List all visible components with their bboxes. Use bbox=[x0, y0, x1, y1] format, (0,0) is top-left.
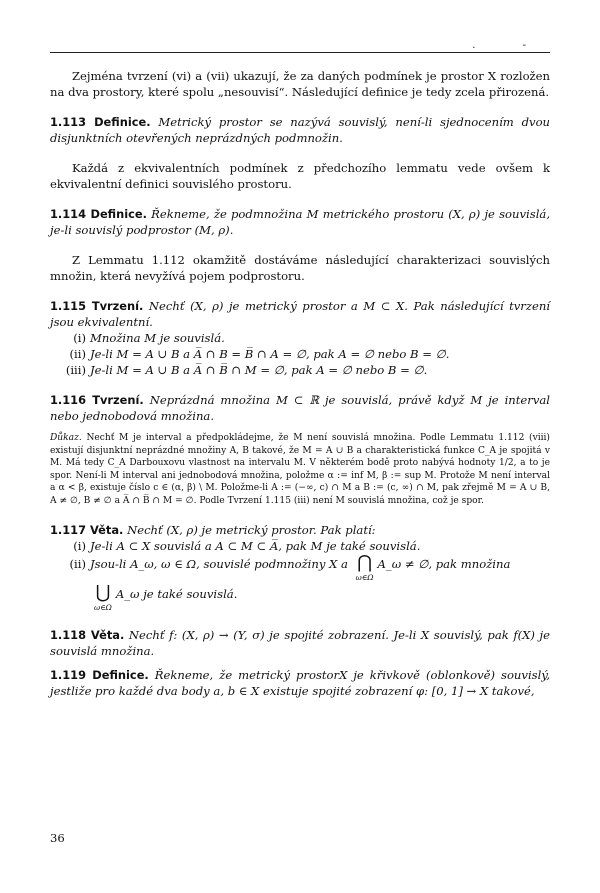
page-body bbox=[50, 68, 550, 699]
proof-block bbox=[50, 432, 550, 508]
header-marks: . - bbox=[472, 40, 548, 51]
paragraph-characterization: Z Lemmatu 1.112 okamžitě dostáváme následující charakterizaci souvislých množin, která nevyžívá pojem podprostoru. bbox=[50, 253, 550, 283]
proposition-text: Nechť (X, ρ) je metrický prostor a M ⊂ X. Pak následující tvrzení jsou ekvivalentní. bbox=[50, 299, 550, 329]
proposition-text: Neprázdná množina M ⊂ ℝ je souvislá, právě když M je interval nebo jednobodová množina. bbox=[50, 393, 550, 423]
proposition-label: 1.116 Tvrzení. bbox=[50, 393, 144, 407]
page-number: 36 bbox=[50, 831, 65, 845]
list-item: (ii) Jsou-li A_ω, ω ∈ Ω, souvislé podmnožiny X a ⋂ ω∈ΩA_ω ≠ ∅, pak množina bbox=[69, 551, 511, 582]
list-item: (i) Je-li A ⊂ X souvislá a A ⊂ M ⊂ A̅, pak M je také souvislá. bbox=[73, 538, 421, 553]
theorem-1-118 bbox=[50, 627, 550, 659]
definition-label: 1.113 Definice. bbox=[50, 115, 151, 129]
definition-text: Řekneme, že podmnožina M metrického prostoru (X, ρ) je souvislá, je-li souvislý podprostor (M, ρ). bbox=[50, 207, 551, 237]
theorem-text: Nechť (X, ρ) je metrický prostor. Pak platí: bbox=[127, 522, 376, 537]
definition-label: 1.119 Definice. bbox=[50, 667, 149, 682]
proposition-1-116 bbox=[50, 392, 550, 424]
paragraph-equivalent: Každá z ekvivalentních podmínek z předchozího lemmatu vede ovšem k ekvivalentní definici souvislého prostoru. bbox=[50, 161, 550, 191]
proof-text: Nechť M je interval a předpokládejme, že M není souvislá množina. Podle Lemmatu 1.112 (viii) existují disjunktní neprázdné množiny A, B takové, že M = A ∪ B a charakteristická funkce C_A je spojitá v M. Má tedy C_A Darbouxovu vlastnost na intervalu M. V některém bodě proto nabývá hodnoty 1/2, a to je spor. Není-li M interval ani jednobodová množina, položme α := inf M, β := sup M. Protože M není interval a α < β, existuje číslo c ∈ (α, β) \ M. Položme-li A := (−∞, c) ∩ M a B := (c, ∞) ∩ M, pak zřejmě M = A ∪ B, A ≠ ∅, B ≠ ∅ a A̅ ∩ B̅ ∩ M = ∅. Podle Tvrzení 1.115 (iii) není M souvislá množina, což je spor. bbox=[50, 433, 550, 506]
definition-text: Řekneme, že metrický prostorX je křivkově (oblonkově) souvislý, jestliže pro každé dva body a, b ∈ X existuje spojité zobrazení φ: [0, 1] → X takové, bbox=[50, 667, 551, 698]
list-item: (i) Množina M je souvislá. bbox=[73, 331, 225, 345]
big-union: ⋃ ω∈Ω bbox=[94, 581, 112, 612]
definition-text: Metrický prostor se nazývá souvislý, není-li sjednocením dvou disjunktních otevřených neprázdných podmnožin. bbox=[50, 115, 551, 145]
theorem-items bbox=[50, 538, 550, 613]
theorem-1-117 bbox=[50, 522, 550, 538]
header-rule bbox=[50, 52, 550, 53]
theorem-label: 1.118 Věta. bbox=[50, 627, 125, 642]
proposition-1-115 bbox=[50, 298, 550, 330]
list-item: (ii) Je-li M = A ∪ B a A̅ ∩ B = B̅ ∩ A = ∅, pak A = ∅ nebo B = ∅. bbox=[69, 347, 450, 361]
definition-label: 1.114 Definice. bbox=[50, 207, 147, 221]
paragraph-intro: Zejména tvrzení (vi) a (vii) ukazují, že za daných podmínek je prostor X rozložen na dva prostory, které spolu „nesouvisí“. Následující definice je tedy zcela přirozená. bbox=[50, 69, 550, 99]
proposition-items bbox=[50, 330, 550, 378]
list-item: ⋃ ω∈ΩA_ω je také souvislá. bbox=[94, 581, 238, 612]
theorem-label: 1.117 Věta. bbox=[50, 522, 124, 537]
proposition-label: 1.115 Tvrzení. bbox=[50, 299, 144, 313]
definition-1-119 bbox=[50, 667, 550, 699]
proof-label: Důkaz. bbox=[50, 433, 82, 443]
list-item: (iii) Je-li M = A ∪ B a A̅ ∩ B̅ ∩ M = ∅, pak A = ∅ nebo B = ∅. bbox=[65, 363, 428, 377]
definition-1-113 bbox=[50, 114, 550, 146]
big-intersection: ⋂ ω∈Ω bbox=[355, 551, 374, 582]
theorem-text: Nechť f: (X, ρ) → (Y, σ) je spojité zobrazení. Je-li X souvislý, pak f(X) je souvislá množina. bbox=[50, 627, 551, 658]
definition-1-114 bbox=[50, 206, 550, 238]
